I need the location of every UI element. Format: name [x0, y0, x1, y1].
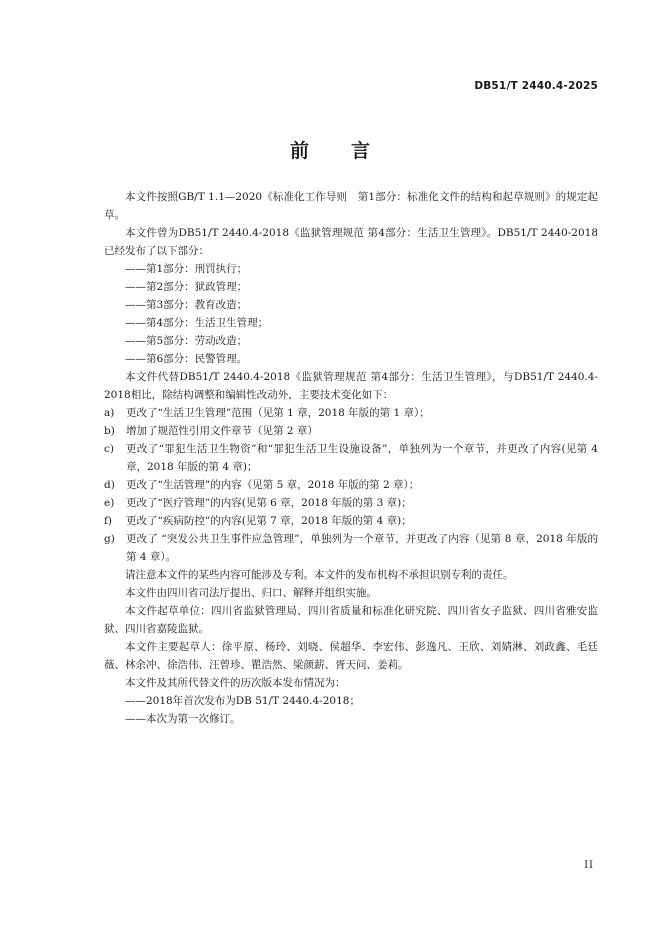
history-item: ——2018年首次发布为DB 51/T 2440.4-2018； — [125, 695, 360, 707]
changes-list — [104, 404, 598, 566]
change-item — [104, 494, 598, 512]
change-text: 更改了“医疗管理”的内容(见第 6 章，2018 年版的第 3 章)； — [126, 497, 412, 509]
title-char-2: 言 — [351, 140, 373, 162]
change-marker: d) — [104, 479, 115, 491]
changes-intro: 本文件代替DB51/T 2440.4-2018《监狱管理规范 第4部分：生活卫生管理》，与DB51/T 2440.4-2018相比，除结构调整和编辑性改动外，主要技术变化如下： — [104, 371, 598, 401]
page-number: II — [584, 860, 594, 871]
patent-notice: 请注意本文件的某些内容可能涉及专利。本文件的发布机构不承担识别专利的责任。 — [125, 569, 514, 581]
intro-paragraph-2: 本文件曾为DB51/T 2440.4-2018《监狱管理规范 第4部分：生活卫生管理》。DB51/T 2440-2018已经发布了以下部分： — [104, 227, 598, 257]
change-item — [104, 530, 598, 566]
change-text: 更改了“生活管理”的内容（见第 5 章，2018 年版的第 2 章）； — [126, 479, 420, 491]
change-marker: e) — [104, 497, 115, 509]
change-item — [104, 440, 598, 476]
change-text: 更改了“疾病防控”的内容(见第 7 章，2018 年版的第 4 章)； — [126, 515, 412, 527]
parts-list-item: ——第2部分：狱政管理； — [125, 281, 248, 293]
parts-list-item: ——第5部分：劳动改造； — [125, 335, 248, 347]
foreword-body — [104, 188, 598, 728]
change-item — [104, 512, 598, 530]
parts-list-item: ——第6部分：民警管理。 — [125, 353, 248, 365]
parts-list — [104, 260, 598, 368]
change-text: 更改了 “突发公共卫生事件应急管理”，单独列为一个章节，并更改了内容（见第 8 章，2018 年版的第 4 章）。 — [126, 533, 598, 563]
title-char-1: 前 — [289, 140, 311, 162]
change-text: 更改了“罪犯生活卫生物资”和“罪犯生活卫生设施设备”，单独列为一个章节，并更改了内容(见第 4 章，2018 年版的第 4 章)； — [126, 443, 598, 473]
change-item — [104, 476, 598, 494]
change-marker: f) — [104, 515, 112, 527]
change-item — [104, 404, 598, 422]
history-item: ——本次为第一次修订。 — [125, 713, 241, 725]
parts-list-item: ——第3部分：教育改造； — [125, 299, 248, 311]
document-code: DB51/T 2440.4-2025 — [474, 80, 598, 92]
change-marker: a) — [104, 407, 115, 419]
change-marker: b) — [104, 425, 115, 437]
change-marker: g) — [104, 533, 115, 545]
history-intro: 本文件及其所代替文件的历次版本发布情况为： — [125, 677, 346, 689]
intro-paragraph-1: 本文件按照GB/T 1.1—2020《标准化工作导则 第1部分：标准化文件的结构和起草规则》的规定起草。 — [104, 191, 598, 221]
parts-list-item: ——第1部分：刑罚执行； — [125, 263, 248, 275]
change-text: 更改了“生活卫生管理”范围（见第 1 章，2018 年版的第 1 章）； — [126, 407, 430, 419]
proposer-statement: 本文件由四川省司法厅提出、归口、解释并组织实施。 — [125, 587, 377, 599]
parts-list-item: ——第4部分：生活卫生管理； — [125, 317, 269, 329]
change-marker: c) — [104, 443, 114, 455]
change-text: 增加了规范性引用文件章节（见第 2 章） — [126, 425, 318, 437]
drafters: 本文件主要起草人：徐平原、杨玲、刘晓、侯超华、李宏伟、彭逸凡、王欣、刘婧淋、刘政鑫、毛廷薇、林余冲、徐浩伟、汪曾珍、瞿浩然、梁颜薪、胥天问、姜莉。 — [104, 641, 598, 671]
drafting-units: 本文件起草单位：四川省监狱管理局、四川省质量和标准化研究院、四川省女子监狱、四川省雅安监狱、四川省嘉陵监狱。 — [104, 605, 598, 635]
change-item — [104, 422, 598, 440]
page-title — [0, 136, 662, 163]
